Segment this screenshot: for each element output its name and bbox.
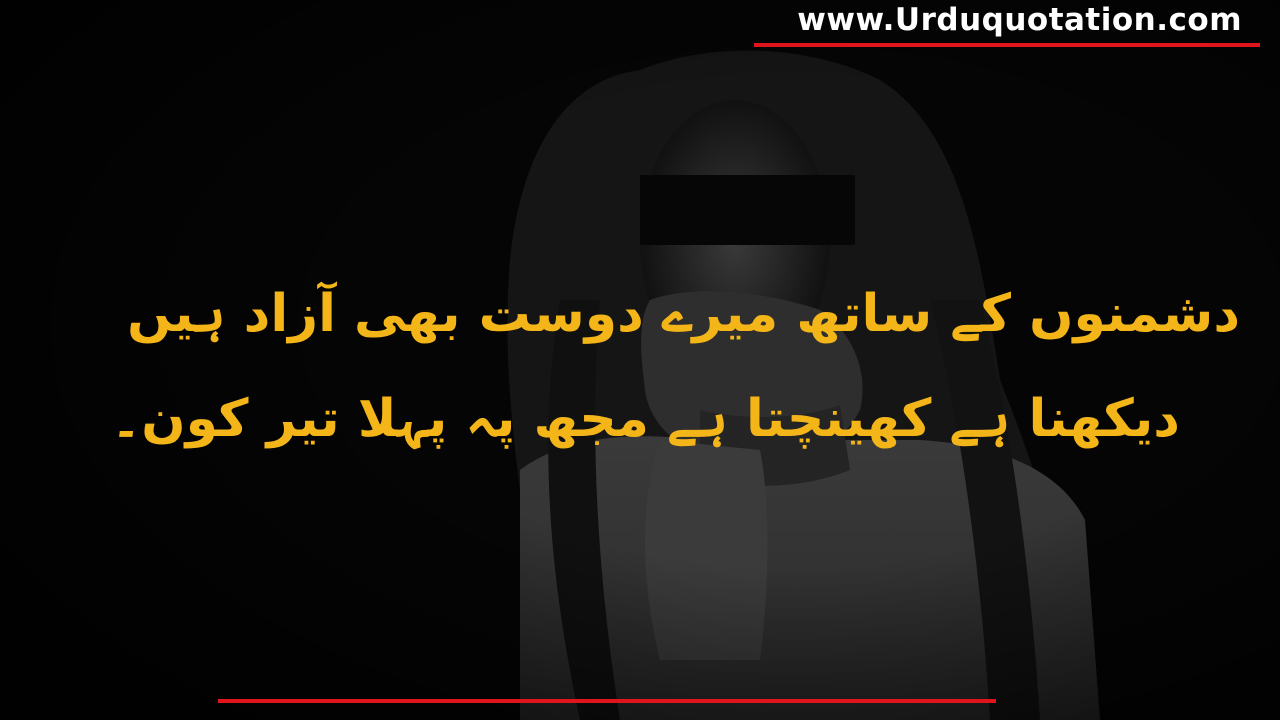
url-underline-divider [754, 43, 1260, 47]
poem-line-2: دیکھنا ہے کھینچتا ہے مجھ پہ پہلا تیر کون۔ [110, 389, 1180, 449]
site-url-watermark[interactable]: www.Urduquotation.com [797, 2, 1242, 38]
bottom-divider [218, 699, 996, 703]
poem-line-1: دشمنوں کے ساتھ میرے دوست بھی آزاد ہیں [127, 284, 1240, 344]
urdu-poem [20, 262, 1240, 472]
